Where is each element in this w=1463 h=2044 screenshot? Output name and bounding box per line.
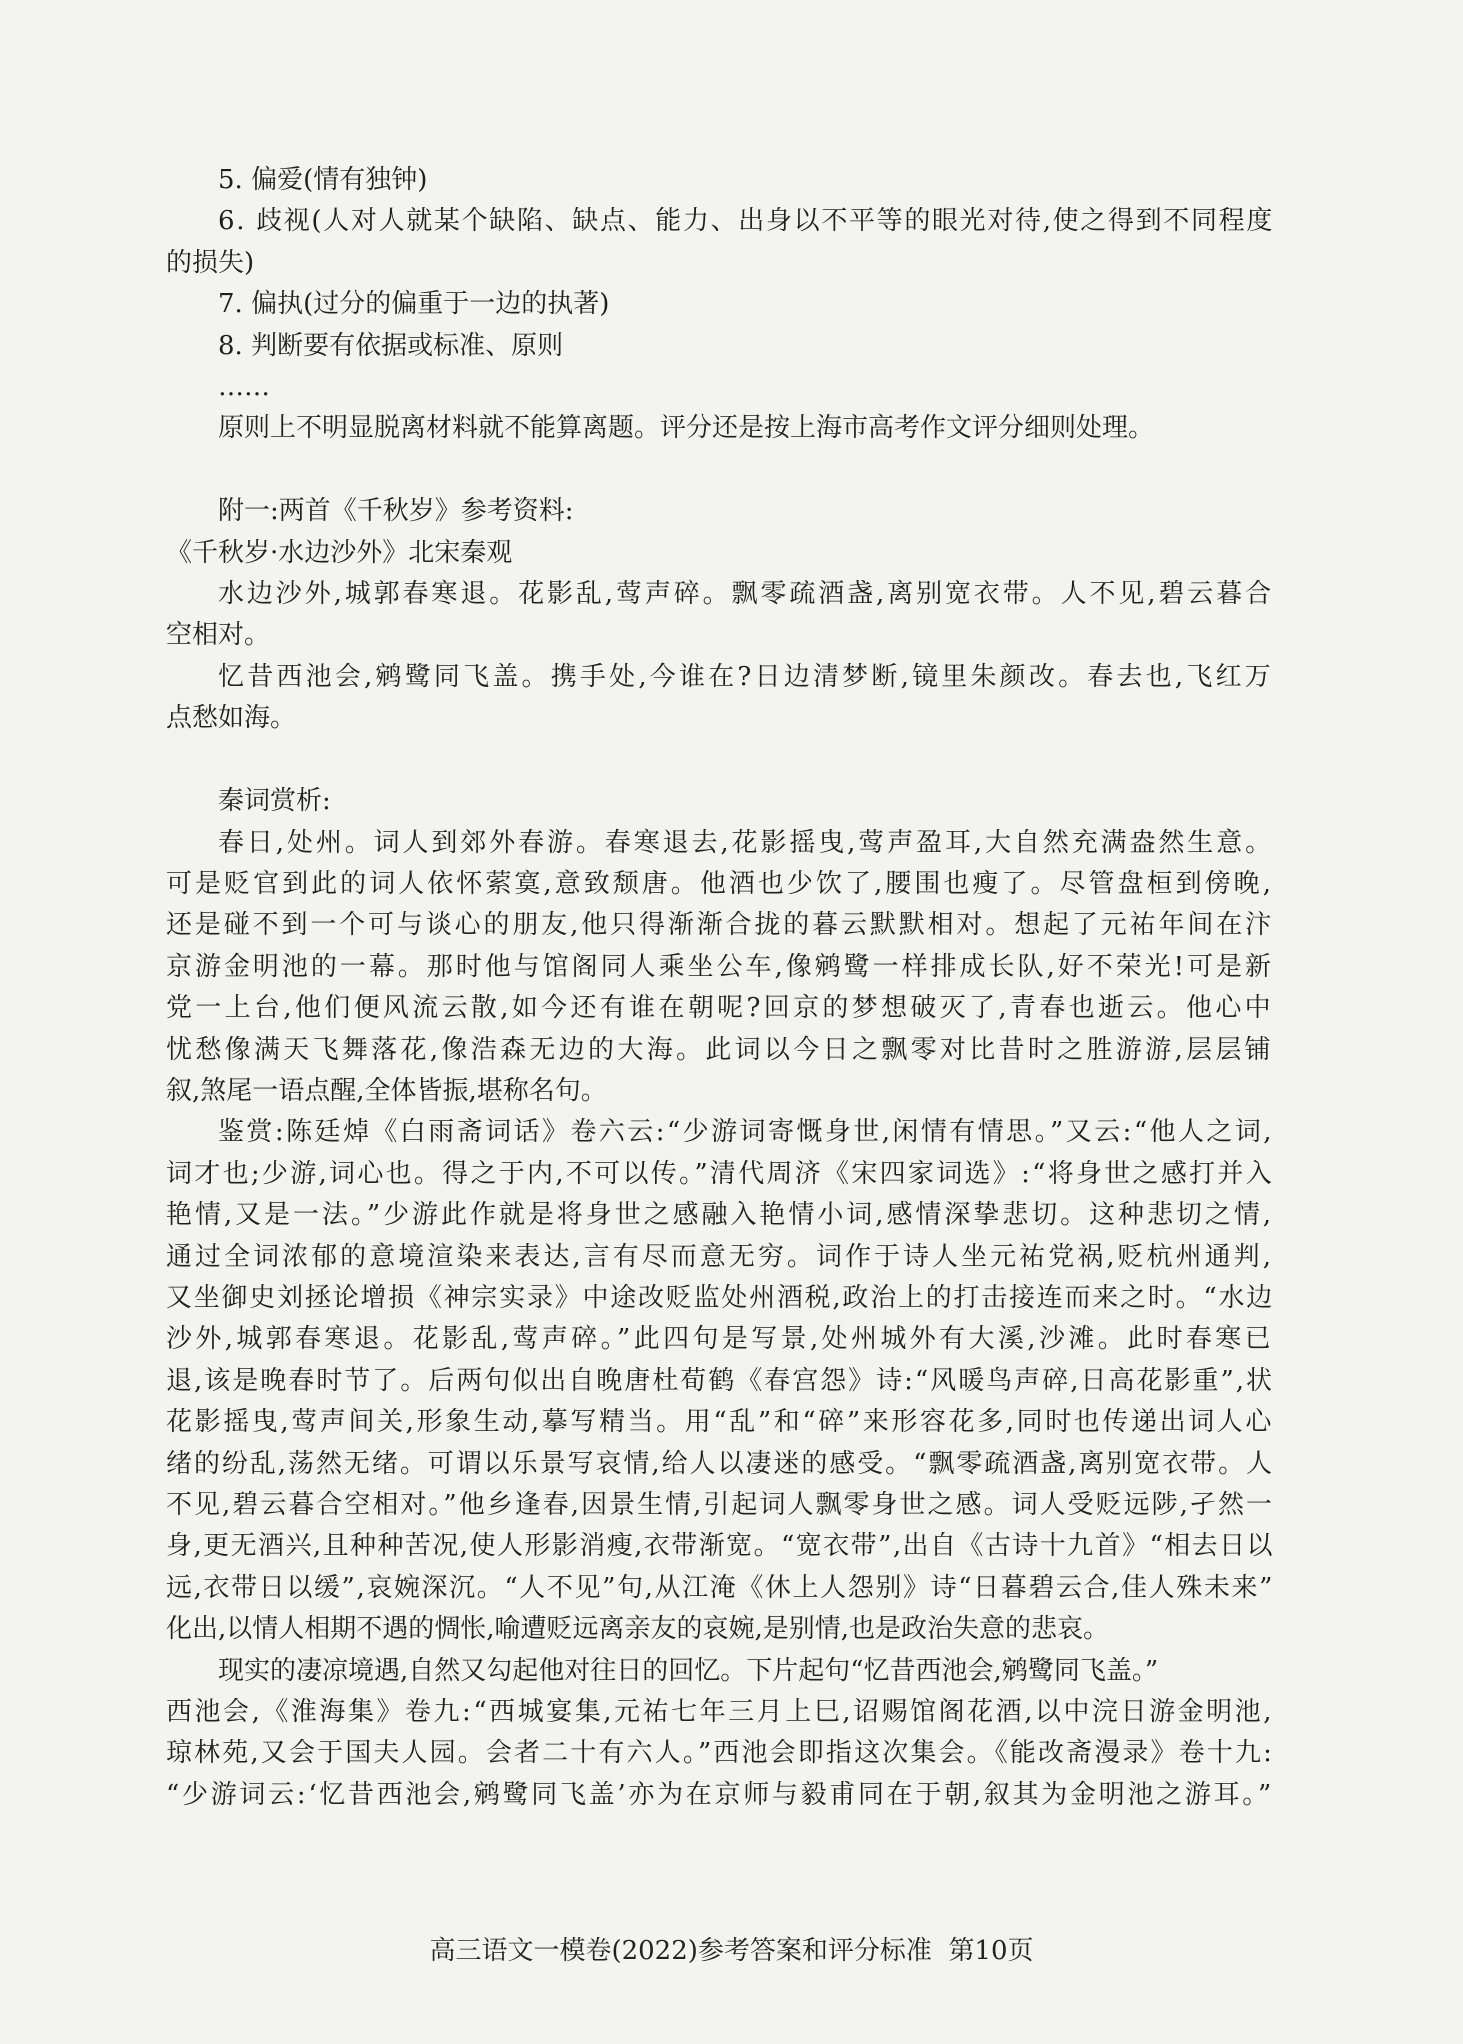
text-line: 春日,处州。词人到郊外春游。春寒退去,花影摇曳,莺声盈耳,大自然充满盎然生意。 — [218, 827, 1274, 858]
text-line: 鉴赏:陈廷焯《白雨斋词话》卷六云:“少游词寄慨身世,闲情有情思。”又云:“他人之词, — [218, 1117, 1274, 1148]
analysis-heading: 秦词赏析: — [218, 786, 331, 817]
poem-line: 忆昔西池会,鹓鹭同飞盖。携手处,今谁在?日边清梦断,镜里朱颜改。春去也,飞红万 — [218, 661, 1274, 692]
text-line: 忧愁像满天飞舞落花,像浩森无边的大海。此词以今日之飘零对比昔时之胜游游,层层铺 — [166, 1034, 1274, 1065]
text-line: 艳情,又是一法。”少游此作就是将身世之感融入艳情小词,感情深挚悲切。这种悲切之情, — [166, 1200, 1274, 1231]
text-line: 又坐御史刘拯论增损《神宗实录》中途改贬监处州酒税,政治上的打击接连而来之时。“水边 — [166, 1282, 1274, 1313]
text-line: 身,更无酒兴,且种种苦况,使人形影消瘦,衣带渐宽。“宽衣带”,出自《古诗十九首》“相去日以 — [166, 1531, 1274, 1562]
criteria-item-7: 7. 偏执(过分的偏重于一边的执著) — [218, 289, 610, 320]
page-footer: 高三语文一模卷(2022)参考答案和评分标准 第10页 — [429, 1936, 1034, 1966]
text-line: 沙外,城郭春寒退。花影乱,莺声碎。”此四句是写景,处州城外有大溪,沙滩。此时春寒已 — [166, 1324, 1274, 1355]
text-line: 不见,碧云暮合空相对。”他乡逢春,因景生情,引起词人飘零身世之感。词人受贬远陟,孑然一 — [166, 1490, 1274, 1520]
text-line: 远,衣带日以缓”,哀婉深沉。“人不见”句,从江淹《休上人怨别》诗“日暮碧云合,佳人殊未来” — [166, 1572, 1274, 1603]
criteria-ellipsis: …… — [218, 372, 270, 403]
criteria-item-8: 8. 判断要有依据或标准、原则 — [218, 330, 564, 361]
text-line: 琼林苑,又会于国夫人园。会者二十有六人。”西池会即指这次集会。《能改斋漫录》卷十九: — [166, 1738, 1274, 1769]
document-body — [166, 160, 1274, 1816]
text-line: 党一上台,他们便风流云散,如今还有谁在朝呢?回京的梦想破灭了,青春也逝云。他心中 — [166, 993, 1274, 1024]
text-line: 现实的凄凉境遇,自然又勾起他对往日的回忆。下片起句“忆昔西池会,鹓鹭同飞盖。” — [218, 1655, 1159, 1686]
criteria-item-5: 5. 偏爱(情有独钟) — [218, 165, 428, 195]
poem-line: 点愁如海。 — [166, 703, 297, 734]
criteria-note: 原则上不明显脱离材料就不能算离题。评分还是按上海市高考作文评分细则处理。 — [218, 413, 1155, 444]
text-line: “少游词云:‘忆昔西池会,鹓鹭同飞盖’亦为在京师与毅甫同在于朝,叙其为金明池之游耳。” — [166, 1779, 1274, 1810]
criteria-item-6: 6. 歧视(人对人就某个缺陷、缺点、能力、出身以不平等的眼光对待,使之得到不同程度 — [218, 206, 1274, 237]
text-line: 京游金明池的一幕。那时他与馆阁同人乘坐公车,像鹓鹭一样排成长队,好不荣光!可是新 — [166, 951, 1274, 982]
text-line: 可是贬官到此的词人依怀萦寞,意致颓唐。他酒也少饮了,腰围也瘦了。尽管盘桓到傍晚, — [166, 868, 1274, 899]
text-line: 花影摇曳,莺声间关,形象生动,摹写精当。用“乱”和“碎”来形容花多,同时也传递出词人心 — [166, 1407, 1274, 1438]
text-line: 词才也;少游,词心也。得之于内,不可以传。”清代周济《宋四家词选》:“将身世之感打并入 — [166, 1158, 1274, 1189]
text-line: 化出,以情人相期不遇的惆怅,喻遭贬远离亲友的哀婉,是别情,也是政治失意的悲哀。 — [166, 1614, 1110, 1645]
text-line: 西池会,《淮海集》卷九:“西城宴集,元祐七年三月上巳,诏赐馆阁花酒,以中浣日游金明池, — [166, 1697, 1274, 1728]
poem-line: 水边沙外,城郭春寒退。花影乱,莺声碎。飘零疏酒盏,离别宽衣带。人不见,碧云暮合 — [218, 579, 1274, 610]
criteria-item-6-cont: 的损失) — [166, 247, 255, 278]
blank-line — [166, 740, 1274, 781]
poem-title: 《千秋岁·水边沙外》北宋秦观 — [166, 537, 513, 568]
text-line: 绪的纷乱,荡然无绪。可谓以乐景写哀情,给人以凄迷的感受。“飘零疏酒盏,离别宽衣带。人 — [166, 1448, 1274, 1479]
poem-line: 空相对。 — [166, 620, 271, 651]
blank-line — [166, 450, 1274, 491]
text-line: 还是碰不到一个可与谈心的朋友,他只得渐渐合拢的暮云默默相对。想起了元祐年间在汴 — [166, 910, 1274, 941]
text-line: 退,该是晚春时节了。后两句似出自晚唐杜荀鹤《春宫怨》诗:“风暖鸟声碎,日高花影重”,状 — [166, 1365, 1274, 1396]
text-line: 叙,煞尾一语点醒,全体皆振,堪称名句。 — [166, 1075, 607, 1106]
appendix-heading: 附一:两首《千秋岁》参考资料: — [218, 496, 574, 527]
text-line: 通过全词浓郁的意境渲染来表达,言有尽而意无穷。词作于诗人坐元祐党祸,贬杭州通判, — [166, 1241, 1274, 1272]
